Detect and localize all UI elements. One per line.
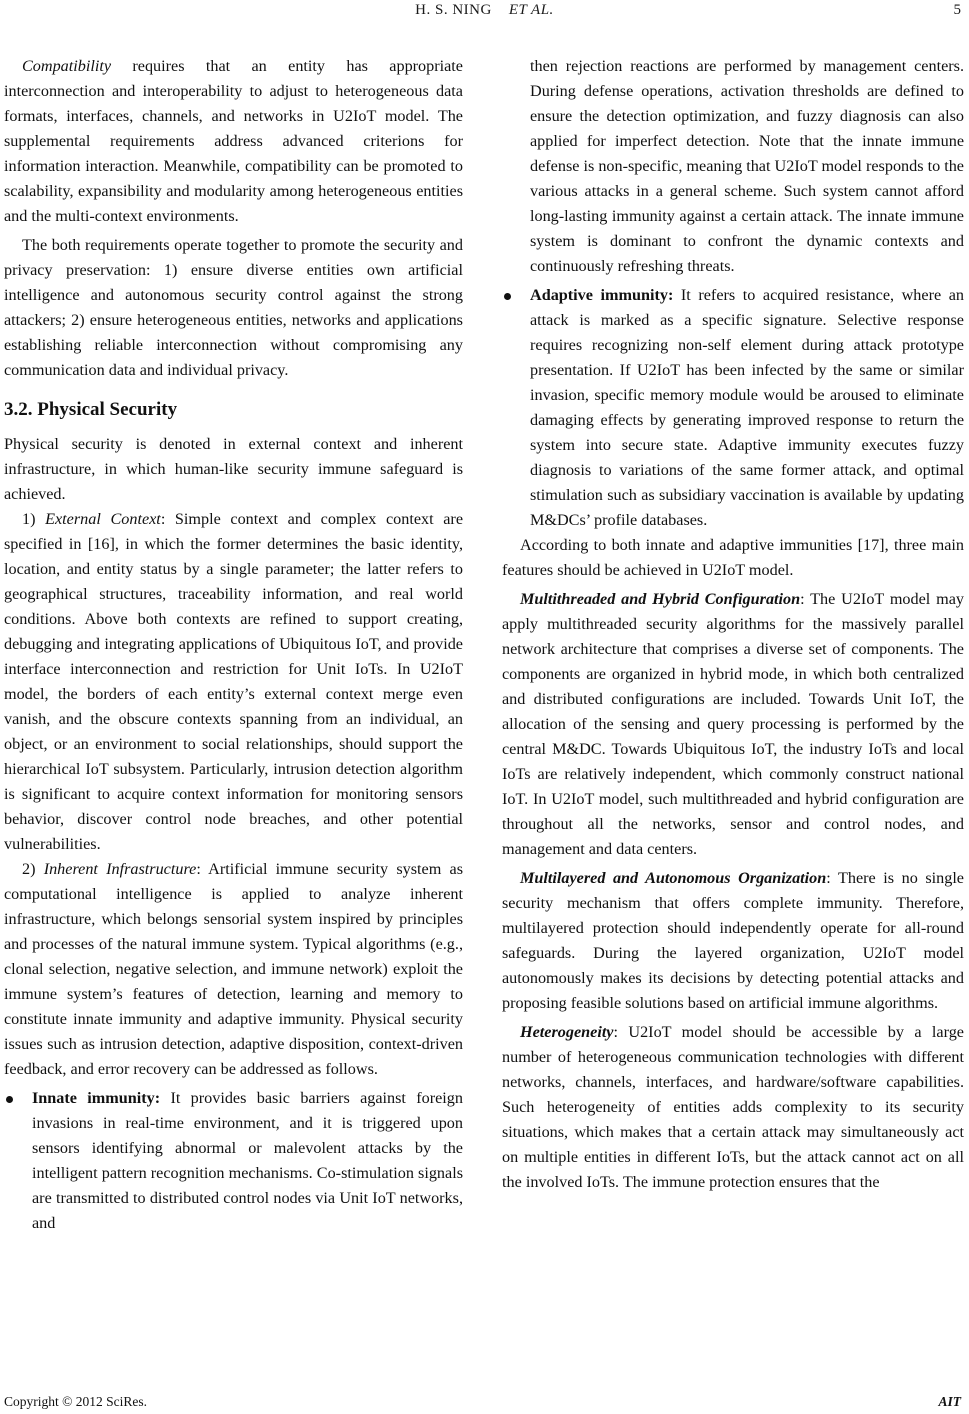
paragraph-text: : Artificial immune security system as computational intelligence is applied to analyze inherent infrastructure, which belongs sensorial system inspired by principles and processes of the natural immune system. Typical algorithms (e.g., clonal selection, negative selection, and immune network) exploit the immune system’s features of detection, learning and memory to constitute innate immunity and adaptive immunity. Physical security issues such as intrusion detection, adaptive disposition, context-driven feedback, and error recovery can be addressed as follows. bbox=[4, 860, 463, 1078]
paragraph-text: : Simple context and complex context are specified in [16], in which the former determines the basic identity, location, and entity status by a single parameter; the latter refers to geographical structures, traceability information, and real world conditions. Above both contexts are refined to support creating, debugging and integrating applications of Ubiquitous IoT, and provide interface interconnection and restriction for Unit IoTs. In U2IoT model, the borders of each entity’s external context merge even vanish, and the obscure contexts spanning from an individual, an object, or an environment to social relationships, should support the hierarchical IoT subsystem. Particularly, intrusion detection algorithm is significant to acquire context information for monitoring sensors behavior, discover control node breaches, and other potential vulnerabilities. bbox=[4, 510, 464, 853]
section-heading: 3.2. Physical Security bbox=[4, 399, 178, 420]
paragraph-compatibility bbox=[4, 54, 463, 229]
bullet-innate-immunity-continued bbox=[502, 54, 964, 279]
paragraph-physical-security: Physical security is denoted in external context and inherent infrastructure, in which human-like security immune safeguard is achieved. bbox=[4, 435, 463, 503]
term-adaptive-immunity: Adaptive immunity: bbox=[530, 286, 674, 304]
right-column bbox=[502, 54, 964, 1195]
footer-copyright: Copyright © 2012 SciRes. bbox=[4, 1394, 148, 1409]
paragraph-text: It refers to acquired resistance, where an attack is marked as a specific signature. Selective response requires recognizing non-self element during attack prototype presentation. If U2IoT has been infected by the same or similar invasion, specific memory module would be aroused to eliminate damaging effects by generating improved response to return the system into secure state. Adaptive immunity executes fuzzy diagnosis to variations of the same former attack, and optimal stimulation such as subsidiary vaccination is available by updating M&DCs’ profile databases. bbox=[530, 286, 964, 529]
bullet-dot-icon bbox=[504, 293, 511, 300]
paragraph-inherent-infrastructure bbox=[4, 857, 463, 1082]
paragraph-text: requires that an entity has appropriate interconnection and interoperability to adjust to heterogeneous data formats, interfaces, channels, and networks in U2IoT model. The supplemental requirements address advanced criterions for information interaction. Meanwhile, compatibility can be promoted to scalability, expansibility and modularity among heterogeneous entities and the multi-context environments. bbox=[4, 57, 463, 225]
paragraph-multithreaded bbox=[502, 587, 964, 862]
bullet-innate-immunity bbox=[4, 1086, 463, 1236]
left-column bbox=[4, 54, 463, 1236]
paragraph-text: : There is no single security mechanism that offers complete immunity. Therefore, multilayered protection should independently operate for all-round safeguards. During the layered organization, U2IoT model autonomously makes its decisions by detecting potential attacks and proposing feasible solutions based on artificial immune algorithms. bbox=[502, 869, 964, 1012]
term-multilayered: Multilayered and Autonomous Organization bbox=[520, 869, 827, 887]
paragraph-text: : U2IoT model should be accessible by a large number of heterogeneous communication technologies with different networks, channels, interfaces, and hardware/software capabilities. Such heterogeneity of entities adds complexity to its security situations, which makes that a certain attack may simultaneously act on multiple entities in different IoTs, but the attack cannot act on all the involved IoTs. The immune protection ensures that the bbox=[502, 1023, 964, 1191]
footer-journal: AIT bbox=[938, 1394, 961, 1409]
term-compatibility: Compatibility bbox=[22, 57, 112, 75]
bullet-dot-icon bbox=[6, 1096, 13, 1103]
running-title bbox=[0, 0, 969, 20]
header-author: H. S. NING bbox=[415, 2, 492, 18]
paragraph-immunities: According to both innate and adaptive immunities [17], three main features should be achieved in U2IoT model. bbox=[502, 536, 964, 579]
paragraph-requirements: The both requirements operate together to promote the security and privacy preservation: 1) ensure diverse entities own artificial intelligence and autonomous security control against the strong attackers; 2) ensure heterogeneous entities, networks and applications establishing reliable interconnection without compromising any communication data and individual privacy. bbox=[4, 236, 463, 379]
paragraph-text: It provides basic barriers against foreign invasions in real-time environment, and it is triggered upon sensors identifying abnormal or malevolent attacks by the intelligent pattern recognition mechanisms. Co-stimulation signals are transmitted to distributed control nodes via Unit IoT networks, and bbox=[32, 1089, 463, 1232]
paragraph-text: : The U2IoT model may apply multithreaded security algorithms for the massively parallel network architecture that comprises a diverse set of components. The components are organized in hybrid mode, in which both centralized and distributed configurations are included. Towards Unit IoT, the allocation of the sensing and query processing is performed by the central M&DC. Towards Ubiquitous IoT, the industry IoTs and local IoTs are relatively independent, which commonly construct national IoT. In U2IoT model, such multithreaded and hybrid configuration are throughout all the networks, sensor and control nodes, and management and data centers. bbox=[502, 590, 964, 858]
term-innate-immunity: Innate immunity: bbox=[32, 1089, 161, 1107]
page-footer bbox=[0, 1392, 969, 1414]
item-number: 1) bbox=[22, 510, 46, 528]
item-number: 2) bbox=[22, 860, 44, 878]
running-header bbox=[0, 0, 969, 30]
page-number: 5 bbox=[953, 2, 961, 18]
term-external-context: External Context bbox=[45, 510, 161, 528]
bullet-text bbox=[530, 283, 964, 533]
term-heterogeneity: Heterogeneity bbox=[520, 1023, 614, 1041]
term-inherent-infrastructure: Inherent Infrastructure bbox=[43, 860, 197, 878]
paragraph-multilayered bbox=[502, 866, 964, 1016]
bullet-text bbox=[32, 1086, 463, 1236]
header-et-al: ET AL. bbox=[508, 2, 554, 18]
bullet-text: then rejection reactions are performed by management centers. During defense operations, activation thresholds are defined to ensure the detection optimization, and fuzzy diagnosis can also applied for imperfect detection. Note that the innate immune defense is non-specific, meaning that U2IoT model responds to the various attacks in a general scheme. Such system cannot afford long-lasting immunity against a certain attack. The innate immune system is dominant to confront the dynamic contexts and continuously refreshing threats. bbox=[530, 57, 964, 275]
bullet-adaptive-immunity bbox=[502, 283, 964, 533]
paragraph-external-context bbox=[4, 507, 463, 857]
paragraph-heterogeneity bbox=[502, 1020, 964, 1195]
term-multithreaded: Multithreaded and Hybrid Configuration bbox=[520, 590, 801, 608]
